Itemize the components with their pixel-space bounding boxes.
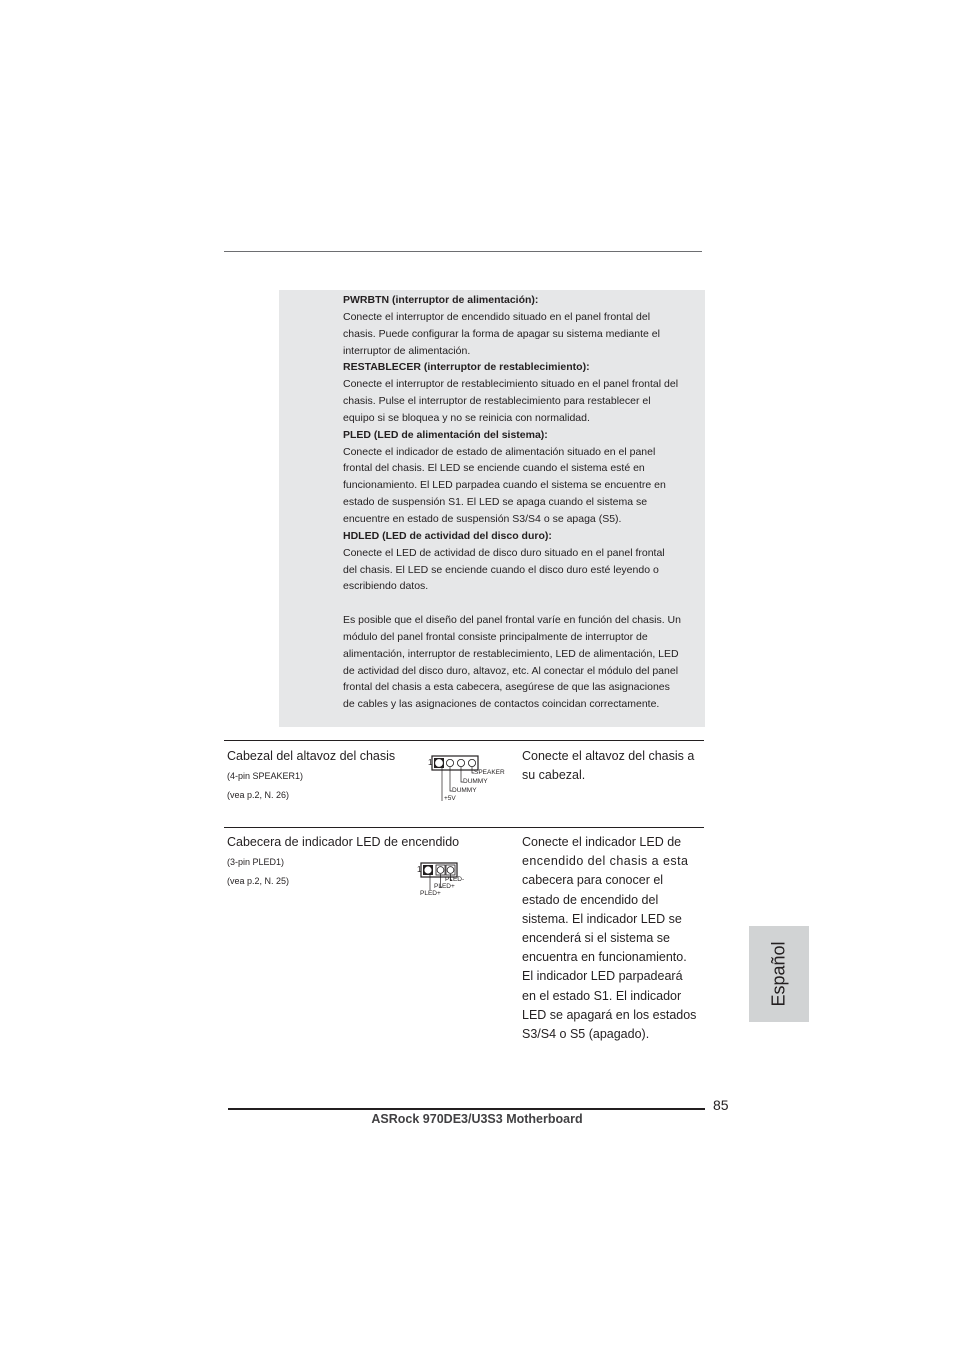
page-number: 85	[713, 1097, 729, 1113]
pled-line: Conecte el indicador de estado de alimentación situado en el panel	[343, 445, 656, 458]
reset-heading: RESTABLECER (interruptor de restablecimiento):	[343, 361, 590, 374]
note-line: de actividad del disco duro, altavoz, etc. Al conectar el módulo del panel	[343, 664, 679, 677]
dummy-pin-label: DUMMY	[463, 778, 488, 785]
power-led-desc-line: estado de encendido del	[522, 892, 659, 907]
power-led-section-rule	[224, 827, 704, 828]
pled-line: encuentre en estado de suspensión S3/S4 o se apaga (S5).	[343, 512, 622, 525]
speaker-desc-line: Conecte el altavoz del chasis a	[522, 749, 695, 763]
dummy-pin-label: DUMMY	[452, 787, 477, 794]
power-led-desc-line: S3/S4 o S5 (apagado).	[522, 1027, 650, 1042]
paragraph-gap	[343, 595, 705, 612]
pled-minus-pin-label: PLED-	[445, 876, 465, 883]
power-led-desc-line: LED se apagará en los estados	[522, 1007, 697, 1022]
language-side-tab	[749, 926, 809, 1022]
pwrbtn-heading: PWRBTN (interruptor de alimentación):	[343, 294, 539, 306]
speaker-ref: (vea p.2, N. 26)	[227, 790, 290, 800]
top-rule	[224, 251, 702, 252]
note-line: Es posible que el diseño del panel frontal varíe en función del chasis. Un	[343, 614, 681, 627]
footer-rule	[228, 1108, 705, 1110]
reset-line: equipo si se bloquea y no se reinicia con normalidad.	[343, 411, 590, 424]
power-led-desc-line: encenderá si el sistema se	[522, 931, 670, 946]
power-led-desc-line: El indicador LED parpadeará	[522, 969, 683, 984]
pwrbtn-line: interruptor de alimentación.	[343, 344, 471, 357]
pled-heading: PLED (LED de alimentación del sistema):	[343, 428, 548, 441]
power-led-desc-line: cabecera para conocer el	[522, 873, 664, 888]
note-line: alimentación, interruptor de restablecimiento, LED de alimentación, LED	[343, 647, 679, 660]
pled-line: frontal del chasis. El LED se enciende cuando el sistema esté en	[343, 462, 645, 475]
hdled-line: escribiendo datos.	[343, 580, 429, 593]
pin-one-label: 1	[417, 865, 422, 874]
pled-line: estado de suspensión S1. El LED se apaga cuando el sistema se	[343, 496, 648, 509]
front-panel-info-text	[343, 292, 705, 713]
power-led-desc-line: sistema. El indicador LED se	[522, 911, 682, 926]
speaker-pin-label: SPEAKER	[474, 769, 505, 776]
reset-line: chasis. Pulse el interruptor de restablecimiento para restablecer el	[343, 395, 651, 408]
speaker-desc-line: su cabezal.	[522, 768, 586, 783]
footer-product-name: ASRock 970DE3/U3S3 Motherboard	[371, 1112, 583, 1126]
pwrbtn-line: chasis. Puede configurar la forma de apagar su sistema mediante el	[343, 327, 660, 340]
note-line: módulo del panel frontal consiste principalmente de interruptor de	[343, 630, 648, 643]
pled-plus-pin-label: PLED+	[434, 883, 455, 890]
speaker-header-diagram	[428, 754, 508, 804]
pled-plus-pin-label: PLED+	[420, 890, 441, 897]
speaker-description	[522, 747, 704, 785]
note-line: de cables y las asignaciones de contactos coincidan correctamente.	[343, 698, 660, 711]
speaker-pins: (4-pin SPEAKER1)	[227, 771, 304, 781]
power-led-desc-line: encendido del chasis a esta	[522, 854, 689, 869]
note-line: frontal del chasis a esta cabecera, asegúrese de que las asignaciones	[343, 681, 670, 694]
power-led-pins: (3-pin PLED1)	[227, 857, 285, 867]
speaker-section-rule	[224, 740, 704, 741]
pin-one-label: 1	[428, 758, 433, 767]
power-led-title: Cabecera de indicador LED de encendido	[227, 835, 460, 849]
power-led-description	[522, 833, 704, 1044]
plus5v-pin-label: +5V	[444, 795, 456, 802]
pwrbtn-line: Conecte el interruptor de encendido situado en el panel frontal del	[343, 310, 651, 323]
power-led-desc-line: encuentra en funcionamiento.	[522, 950, 687, 965]
power-led-desc-line: en el estado S1. El indicador	[522, 988, 682, 1003]
power-led-header-diagram	[415, 861, 475, 899]
hdled-line: del chasis. El LED se enciende cuando el disco duro esté leyendo o	[343, 563, 659, 576]
power-led-ref: (vea p.2, N. 25)	[227, 876, 290, 886]
power-led-desc-line: Conecte el indicador LED de	[522, 835, 682, 849]
reset-line: Conecte el interruptor de restablecimiento situado en el panel frontal del	[343, 378, 679, 391]
speaker-title: Cabezal del altavoz del chasis	[227, 749, 396, 763]
language-tab-label: Español	[768, 941, 789, 1007]
hdled-line: Conecte el LED de actividad de disco duro situado en el panel frontal	[343, 546, 665, 559]
hdled-heading: HDLED (LED de actividad del disco duro):	[343, 529, 552, 542]
pled-line: funcionamiento. El LED parpadea cuando el sistema se encuentre en	[343, 479, 666, 492]
